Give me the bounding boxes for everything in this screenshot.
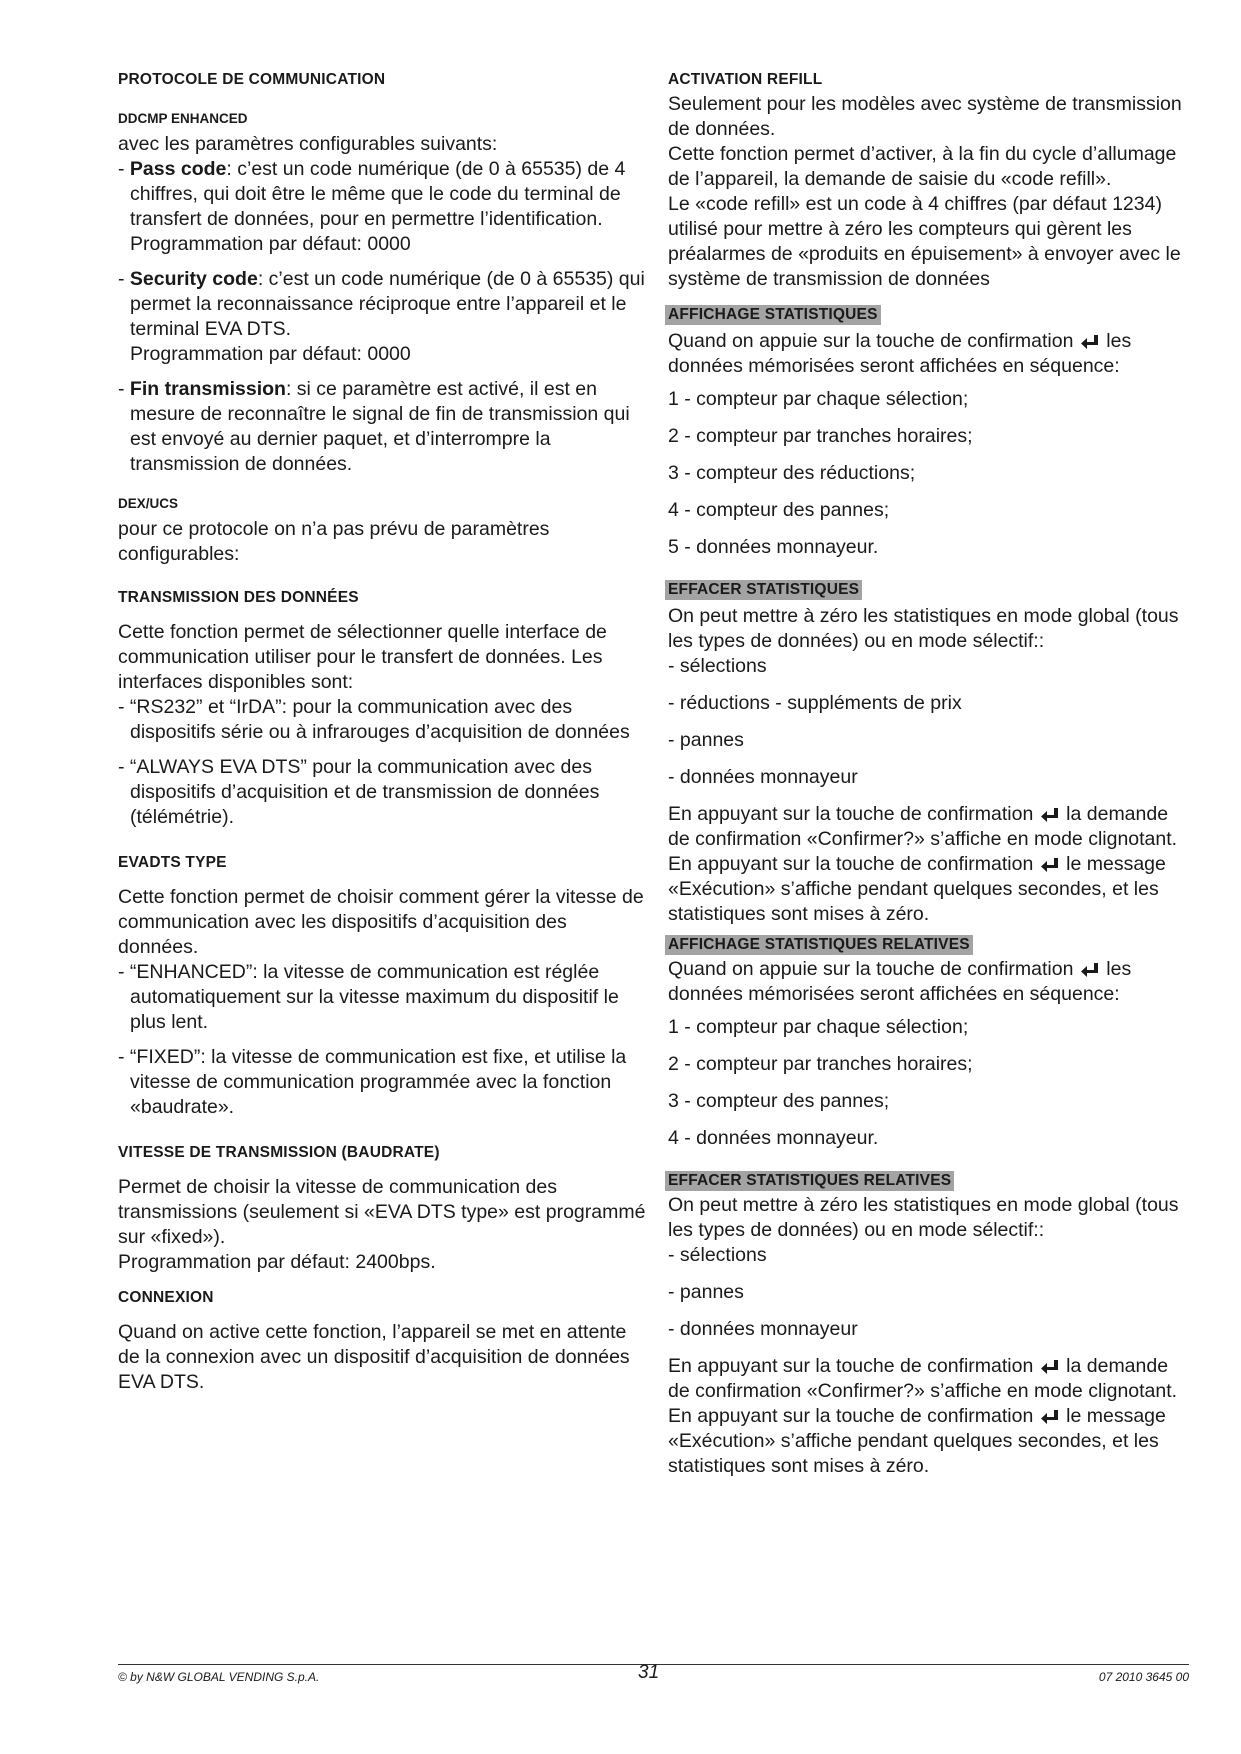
footer-doc-code: 07 2010 3645 00: [1098, 1670, 1189, 1684]
evadts-item-enhanced: - “ENHANCED”: la vitesse de communication est réglée automatiquement sur la vitesse maximum du dispositif le plus lent.: [118, 961, 619, 1033]
list-item: - pannes: [668, 1281, 744, 1303]
enter-key-icon: [1040, 1408, 1060, 1426]
affichage-list: [668, 387, 1188, 560]
affichage-rel-intro-before: Quand on appuie sur la touche de confirmation: [668, 958, 1074, 980]
evadts-text: Cette fonction permet de choisir comment gérer la vitesse de communication avec les dispositifs d’acquisition des données.: [118, 886, 644, 958]
page-number: 31: [638, 1662, 660, 1683]
security-code-label: Security code: [129, 268, 258, 290]
section-title-effacer-relatives: EFFACER STATISTIQUES RELATIVES: [665, 1171, 954, 1191]
list-item: - pannes: [668, 729, 744, 751]
effacer-intro: On peut mettre à zéro les statistiques en mode global (tous les types de données) ou en mode sélectif::: [668, 605, 1179, 652]
effacer-rel-exec: [668, 1404, 1188, 1479]
effacer-rel-intro: On peut mettre à zéro les statistiques en mode global (tous les types de données) ou en mode sélectif::: [668, 1194, 1179, 1241]
fin-transmission-text: : si ce paramètre est activé, il est en mesure de reconnaître le signal de fin de transmission qui est envoyé au dernier paquet, et d’interrompre la transmission de données.: [130, 378, 630, 475]
pass-code-text: : c’est un code numérique (de 0 à 65535) de 4 chiffres, qui doit être le même que le code du terminal de transfert de données, pour en permettre l’identification.: [130, 158, 626, 230]
security-code-text: : c’est un code numérique (de 0 à 65535) qui permet la reconnaissance réciproque entre l’appareil et le terminal EVA DTS.: [130, 268, 645, 340]
affichage-rel-intro-after: les données mémorisées seront affichées en séquence:: [668, 958, 1132, 1005]
effacer-confirm-before: En appuyant sur la touche de confirmation: [668, 803, 1034, 825]
section-title-activation: ACTIVATION REFILL: [668, 71, 823, 88]
affichage-rel-intro: [668, 957, 1188, 1007]
affichage-intro-before: Quand on appuie sur la touche de confirmation: [668, 330, 1074, 352]
list-item: 3 - compteur des réductions;: [668, 462, 916, 484]
affichage-rel-list: [668, 1015, 1188, 1151]
effacer-exec-before: En appuyant sur la touche de confirmation: [668, 853, 1034, 875]
effacer-rel-list: [668, 1243, 1188, 1342]
activation-p1: Seulement pour les modèles avec système de transmission de données.: [668, 93, 1182, 140]
list-item: 2 - compteur par tranches horaires;: [668, 425, 973, 447]
effacer-confirm: [668, 802, 1188, 852]
section-title-connexion: CONNEXION: [118, 1289, 214, 1306]
list-item: 2 - compteur par tranches horaires;: [668, 1053, 973, 1075]
section-title-transmission: TRANSMISSION DES DONNÉES: [118, 589, 359, 606]
activation-p3: Le «code refill» est un code à 4 chiffres (par défaut 1234) utilisé pour mettre à zéro les compteurs qui gèrent les préalarmes de «produits en épuisement» à envoyer avec le système de transmission de données: [668, 193, 1181, 290]
pass-code-label: Pass code: [129, 158, 227, 180]
ddcmp-intro: avec les paramètres configurables suivants:: [118, 133, 498, 155]
pass-code-default: Programmation par défaut: 0000: [130, 233, 411, 255]
right-column: [668, 70, 1188, 1479]
section-title-evadts: EVADTS TYPE: [118, 854, 227, 871]
transmission-item-rs232: - “RS232” et “IrDA”: pour la communication avec des dispositifs série ou à infrarouges d’acquisition de données: [118, 696, 630, 743]
list-item: 3 - compteur des pannes;: [668, 1090, 890, 1112]
list-item: - données monnayeur: [668, 766, 858, 788]
effacer-confirm-after: la demande de confirmation «Confirmer?» s’affiche en mode clignotant.: [668, 803, 1178, 850]
list-item: - sélections: [668, 655, 767, 677]
enter-key-icon: [1040, 1358, 1060, 1376]
enter-key-icon: [1080, 333, 1100, 351]
activation-p2: Cette fonction permet d’activer, à la fin du cycle d’allumage de l’appareil, la demande de saisie du «code refill».: [668, 143, 1177, 190]
effacer-rel-confirm-before: En appuyant sur la touche de confirmation: [668, 1355, 1034, 1377]
vitesse-text: Permet de choisir la vitesse de communication des transmissions (seulement si «EVA DTS type» est programmé sur «fixed»).: [118, 1176, 646, 1248]
footer-copyright: © by N&W GLOBAL VENDING S.p.A.: [118, 1670, 320, 1684]
list-item: - données monnayeur: [668, 1318, 858, 1340]
list-item: 4 - données monnayeur.: [668, 1127, 879, 1149]
list-item: 5 - données monnayeur.: [668, 536, 879, 558]
effacer-exec: [668, 852, 1188, 927]
list-item-security-code: - Security code: c’est un code numérique (de 0 à 65535) qui permet la reconnaissance réciproque entre l’appareil et le terminal EVA DTS. Programmation par défaut: 0000: [118, 267, 650, 367]
effacer-rel-exec-after: le message «Exécution» s’affiche pendant quelques secondes, et les statistiques sont mises à zéro.: [668, 1405, 1166, 1477]
list-item: 1 - compteur par chaque sélection;: [668, 388, 969, 410]
list-item-fin-transmission: - Fin transmission: si ce paramètre est activé, il est en mesure de reconnaître le signal de fin de transmission qui est envoyé au dernier paquet, et d’interrompre la transmission de données.: [118, 378, 630, 475]
section-title-effacer: EFFACER STATISTIQUES: [665, 580, 862, 600]
transmission-text: Cette fonction permet de sélectionner quelle interface de communication utiliser pour le transfert de données. Les interfaces disponibles sont:: [118, 621, 607, 693]
transmission-item-always: - “ALWAYS EVA DTS” pour la communication avec des dispositifs d’acquisition et de transmission de données (télémétrie).: [118, 756, 600, 828]
section-title-affichage: AFFICHAGE STATISTIQUES: [665, 305, 881, 325]
effacer-list: [668, 654, 1188, 790]
affichage-intro: [668, 329, 1188, 379]
section-title-affichage-relatives: AFFICHAGE STATISTIQUES RELATIVES: [665, 935, 973, 955]
effacer-exec-after: le message «Exécution» s’affiche pendant quelques secondes, et les statistiques sont mises à zéro.: [668, 853, 1166, 925]
connexion-text: Quand on active cette fonction, l’appareil se met en attente de la connexion avec un dispositif d’acquisition de données EVA DTS.: [118, 1321, 630, 1393]
effacer-rel-confirm-after: la demande de confirmation «Confirmer?» s’affiche en mode clignotant.: [668, 1355, 1178, 1402]
fin-transmission-label: Fin transmission: [129, 378, 286, 400]
section-title-vitesse: VITESSE DE TRANSMISSION (BAUDRATE): [118, 1144, 440, 1161]
affichage-intro-after: les données mémorisées seront affichées en séquence:: [668, 330, 1132, 377]
enter-key-icon: [1080, 961, 1100, 979]
dex-text: pour ce protocole on n’a pas prévu de paramètres configurables:: [118, 518, 550, 565]
effacer-rel-confirm: [668, 1354, 1188, 1404]
section-title-protocole: PROTOCOLE DE COMMUNICATION: [118, 71, 386, 88]
vitesse-default: Programmation par défaut: 2400bps.: [118, 1251, 436, 1273]
list-item: - réductions - suppléments de prix: [668, 692, 962, 714]
list-item: 4 - compteur des pannes;: [668, 499, 890, 521]
enter-key-icon: [1040, 856, 1060, 874]
subsection-title-ddcmp: DDCMP ENHANCED: [118, 111, 248, 126]
evadts-item-fixed: - “FIXED”: la vitesse de communication est fixe, et utilise la vitesse de communication programmée avec la fonction «baudrate».: [118, 1046, 627, 1118]
left-column: [118, 70, 650, 1395]
list-item: 1 - compteur par chaque sélection;: [668, 1016, 969, 1038]
effacer-rel-exec-before: En appuyant sur la touche de confirmation: [668, 1405, 1034, 1427]
security-code-default: Programmation par défaut: 0000: [130, 343, 411, 365]
enter-key-icon: [1040, 806, 1060, 824]
list-item-pass-code: - Pass code: c’est un code numérique (de 0 à 65535) de 4 chiffres, qui doit être le même que le code du terminal de transfert de données, pour en permettre l’identification. Programmation par défaut: 0000: [118, 157, 650, 257]
list-item: - sélections: [668, 1244, 767, 1266]
subsection-title-dex: DEX/UCS: [118, 496, 179, 511]
